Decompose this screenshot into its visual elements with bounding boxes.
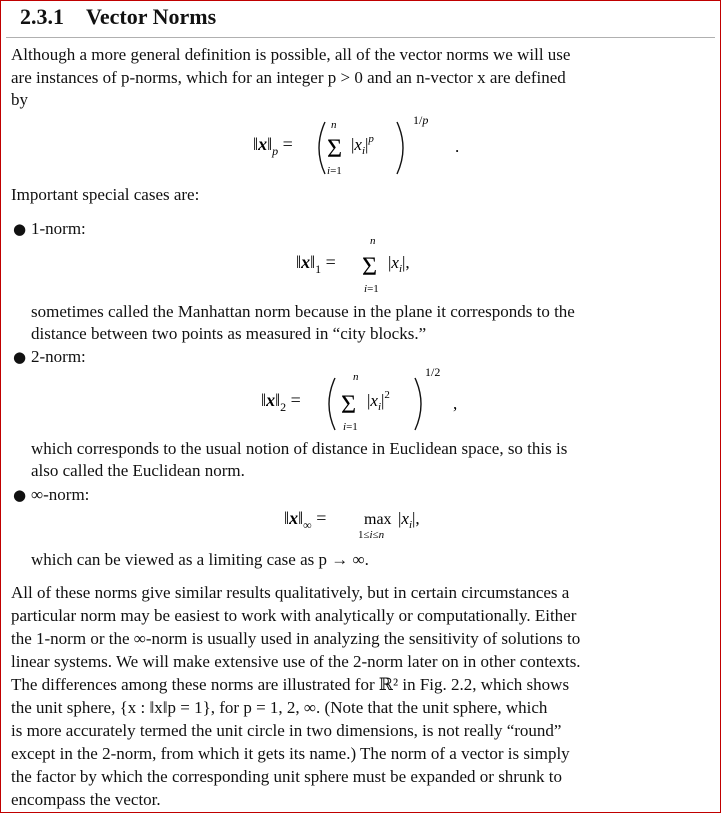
eq-2-comma: ,: [453, 394, 458, 413]
section-title: Vector Norms: [86, 4, 217, 29]
eq-2-sum-upper: n: [353, 371, 359, 383]
two-norm-equation: [255, 362, 470, 434]
closing-line-4: linear systems. We will make extensive use of the 2-norm later on in other contexts.: [11, 652, 581, 671]
eq-1-sum-upper: n: [370, 235, 376, 247]
closing-line-9: the factor by which the corresponding unit sphere must be expanded or shrunk to: [11, 767, 562, 786]
bullet-2-norm: ●: [13, 348, 27, 366]
eq-2-paren-right: [415, 378, 421, 430]
eq-2-lhs: $‖x‖_2$ =: [261, 390, 301, 414]
eq-1-lhs: $‖x‖_1$ =: [296, 252, 336, 276]
bullet-1-norm: ●: [13, 220, 27, 238]
special-cases-intro: Important special cases are:: [11, 185, 200, 204]
closing-line-2: particular norm may be easiest to work with analytically or computationally. Either: [11, 606, 577, 625]
eq-1-term: $|x_i|$,: [388, 253, 410, 275]
eq-p-paren-right: [397, 122, 403, 174]
closing-line-10: encompass the vector.: [11, 790, 161, 809]
eq-p-term: $|x_i|^p$: [351, 133, 374, 157]
inf-norm-equation: [282, 500, 452, 546]
inf-norm-desc-1: which can be viewed as a limiting case as p → ∞.: [31, 550, 369, 569]
eq-2-sigma: Σ: [341, 390, 357, 419]
eq-p-period: .: [455, 137, 460, 156]
two-norm-desc-1: which corresponds to the usual notion of distance in Euclidean space, so this is: [31, 439, 568, 458]
heading-divider: [6, 37, 715, 38]
eq-p-sum-upper: n: [331, 119, 337, 131]
eq-2-term: $|x_i|^2$: [367, 389, 390, 413]
section-number: 2.3.1: [20, 4, 64, 29]
eq-inf-term: $|x_i|$,: [398, 509, 420, 531]
closing-line-1: All of these norms give similar results qualitatively, but in certain circumstances a: [11, 583, 570, 602]
eq-1-sum-lower: i=1: [364, 283, 379, 295]
one-norm-desc-2: distance between two points as measured in “city blocks.”: [31, 324, 427, 343]
closing-line-3: the 1-norm or the ∞-norm is usually used in analyzing the sensitivity of solutions to: [11, 629, 581, 648]
eq-inf-max: max: [364, 511, 392, 528]
intro-line-2: are instances of p-norms, which for an integer p > 0 and an n-vector x are defined: [11, 68, 566, 87]
closing-line-8: except in the 2-norm, from which it gets its name.) The norm of a vector is simply: [11, 744, 570, 763]
eq-p-paren-left: [319, 122, 325, 174]
eq-1-sigma: Σ: [362, 252, 378, 281]
one-norm-equation: [292, 232, 442, 294]
p-norm-equation: [245, 108, 475, 180]
inf-norm-label: ∞-norm:: [31, 485, 90, 504]
eq-p-lhs: $‖x‖_p$ =: [253, 134, 293, 158]
closing-line-6: the unit sphere, {x : ‖x‖p = 1}, for p = 1, 2, ∞. (Note that the unit sphere, which: [11, 698, 548, 717]
one-norm-desc-1: sometimes called the Manhattan norm because in the plane it corresponds to the: [31, 302, 575, 321]
eq-p-exponent: 1/p: [413, 113, 429, 127]
one-norm-label: 1-norm:: [31, 219, 86, 238]
eq-p-sum-lower: i=1: [327, 165, 342, 177]
eq-p-sigma: Σ: [327, 134, 343, 163]
eq-inf-range: 1≤i≤n: [358, 529, 385, 541]
closing-line-5: The differences among these norms are illustrated for ℝ² in Fig. 2.2, which shows: [11, 675, 570, 694]
eq-inf-lhs: $‖x‖_\infty$ =: [284, 508, 327, 532]
two-norm-desc-2: also called the Euclidean norm.: [31, 461, 245, 480]
closing-line-7: is more accurately termed the unit circle in two dimensions, is not really “round”: [11, 721, 562, 740]
eq-2-sum-lower: i=1: [343, 421, 358, 433]
section-heading: [20, 4, 216, 30]
bullet-inf-norm: ●: [13, 486, 27, 504]
intro-line-3: by: [11, 90, 28, 109]
eq-2-exponent: 1/2: [425, 365, 441, 379]
eq-2-paren-left: [329, 378, 335, 430]
two-norm-label: 2-norm:: [31, 347, 86, 366]
intro-line-1: Although a more general definition is possible, all of the vector norms we will use: [11, 45, 571, 64]
